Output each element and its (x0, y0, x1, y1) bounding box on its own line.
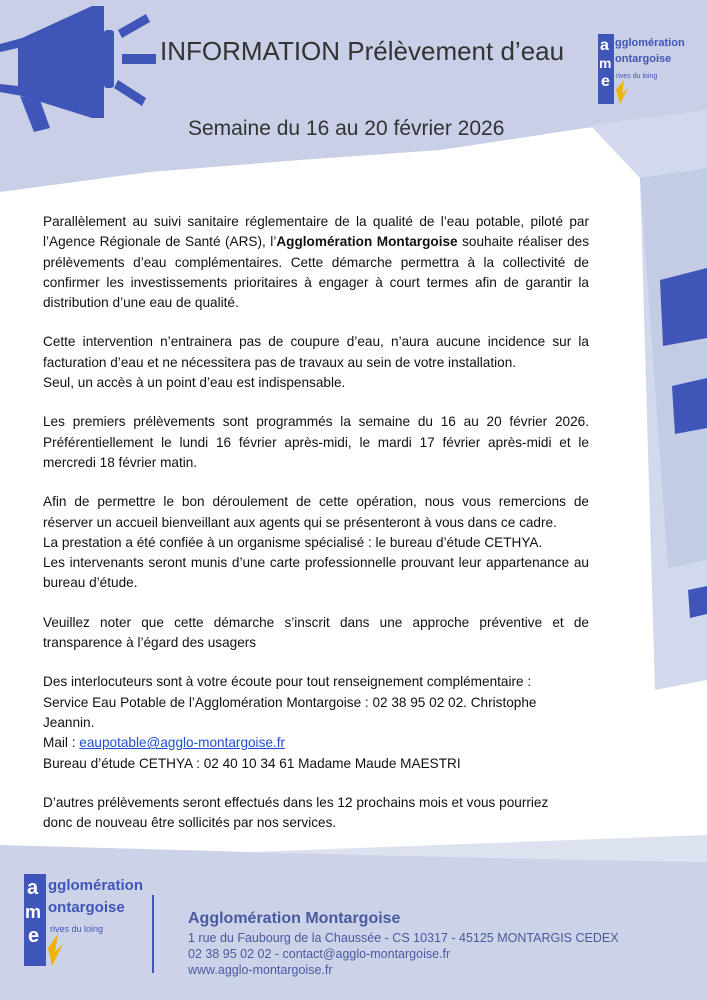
agglomeration-logo (596, 32, 686, 112)
paragraph-agents (43, 492, 589, 593)
letter-body (43, 212, 589, 852)
access-required-text: Seul, un accès à un point d’eau est indispensable. (43, 375, 346, 391)
footer-phone-email: 02 38 95 02 02 - contact@agglo-montargoise.fr (188, 947, 451, 961)
footer-logo-letter-a: a (27, 877, 39, 899)
mail-label: Mail : (43, 735, 80, 751)
service-contact: Service Eau Potable de l’Agglomération Montargoise : 02 38 95 02 02. Christophe Jeannin. (43, 694, 537, 730)
megaphone-icon (0, 0, 160, 150)
mail-line (43, 733, 589, 753)
no-interruption-text: Cette intervention n’entrainera pas de coupure d’eau, n’aura aucune incidence sur la facturation d’eau et ne nécessitera pas de travaux au sein de votre installation. (43, 334, 589, 370)
agents-welcome-text: Afin de permettre le bon déroulement de cette opération, nous vous remercions de réserver un accueil bienveillant aux agents qui se présenteront à vous dans ce cadre. (43, 494, 589, 530)
cethya-contact: Bureau d’étude CETHYA : 02 40 10 34 61 Madame Maude MAESTRI (43, 755, 461, 771)
paragraph-intro (43, 212, 589, 313)
logo-line3: rives du loing (616, 73, 658, 80)
paragraph-schedule: Les premiers prélèvements sont programmés la semaine du 16 au 20 février 2026. Préférentiellement le lundi 16 février après-midi, le mardi 17 février après-midi et le mercredi 18 février matin. (43, 414, 589, 470)
future-text-line2: donc de nouveau être sollicités par nos services. (43, 815, 337, 831)
footer-logo-letter-m: m (25, 902, 42, 922)
professional-card-text: Les intervenants seront munis d’une carte professionnelle prouvant leur appartenance au bureau d’étude. (43, 555, 589, 591)
organization-name: Agglomération Montargoise (276, 234, 458, 250)
email-link[interactable]: eaupotable@agglo-montargoise.fr (79, 735, 286, 751)
paragraph-intro-text-end: souhaite réaliser des prélèvements d’eau complémentaires. Cette démarche permettra à la collectivité de confirmer les investissements prioritaires à engager à court termes afin de garantir la distribution d’une eau de qualité. (43, 234, 589, 311)
footer-org-name: Agglomération Montargoise (188, 910, 401, 927)
logo-letter-e: e (601, 73, 610, 90)
footer-address: 1 rue du Faubourg de la Chaussée - CS 10317 - 45125 MONTARGIS CEDEX (188, 931, 619, 945)
paragraph-contacts (43, 672, 589, 773)
logo-letter-a: a (600, 37, 609, 54)
logo-letter-m: m (599, 55, 612, 71)
paragraph-future (43, 793, 589, 834)
paragraph-intro-text: Parallèlement au suivi sanitaire réglementaire de la qualité de l’eau potable, piloté par l’Agence Régionale de Santé (ARS), l’ (43, 214, 589, 250)
logo-line1: gglomération (615, 37, 685, 49)
paragraph-transparency: Veuillez noter que cette démarche s’inscrit dans une approche préventive et de transparence à l’égard des usagers (43, 614, 589, 651)
footer-website: www.agglo-montargoise.fr (188, 963, 333, 977)
page-subtitle: Semaine du 16 au 20 février 2026 (188, 117, 505, 140)
footer-logo-line3: rives du loing (50, 924, 104, 934)
page-title: INFORMATION Prélèvement d’eau (160, 36, 565, 66)
footer-logo (22, 872, 152, 972)
paragraph-no-interruption (43, 332, 589, 393)
contractor-text: La prestation a été confiée à un organisme spécialisé : le bureau d’étude CETHYA. (43, 534, 543, 550)
footer-logo-line2: ontargoise (48, 899, 125, 916)
future-text-line1: D’autres prélèvements seront effectués dans les 12 prochains mois et vous pourriez (43, 794, 549, 810)
logo-line2: ontargoise (615, 53, 672, 65)
footer-contact (188, 910, 619, 978)
footer-logo-letter-e: e (28, 925, 40, 947)
footer-logo-line1: gglomération (48, 877, 144, 894)
contacts-intro: Des interlocuteurs sont à votre écoute pour tout renseignement complémentaire : (43, 674, 532, 690)
